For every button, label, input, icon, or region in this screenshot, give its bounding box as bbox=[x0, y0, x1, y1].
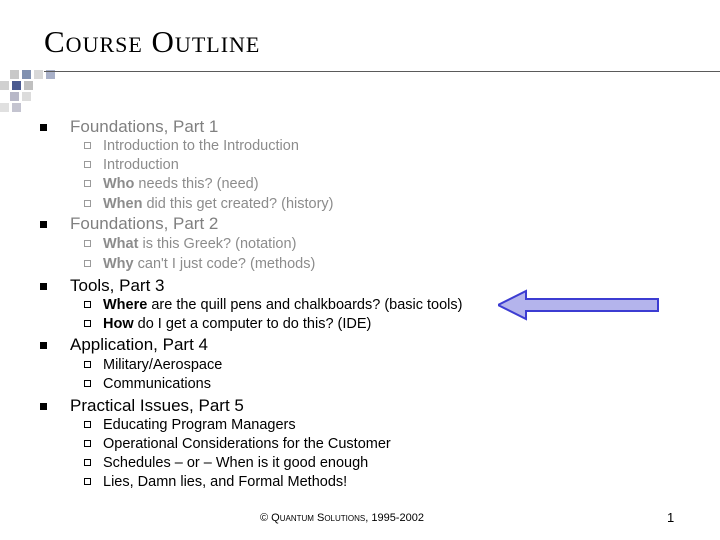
subitem-rest: did this get created? (history) bbox=[142, 196, 334, 212]
subitem-rest: can't I just code? (methods) bbox=[133, 256, 316, 272]
subitem-rest: needs this? (need) bbox=[134, 176, 259, 192]
section-label: Foundations, Part 1 bbox=[70, 117, 219, 136]
subitem-rest: is this Greek? (notation) bbox=[138, 236, 297, 252]
slide-title: Course Outline bbox=[44, 24, 261, 59]
square-bullet-icon bbox=[40, 124, 47, 131]
subitem-text bbox=[103, 236, 296, 253]
square-bullet-icon bbox=[40, 283, 47, 290]
subitem-text bbox=[103, 176, 259, 193]
subitem-text bbox=[103, 196, 333, 213]
hollow-square-bullet-icon bbox=[84, 161, 91, 168]
hollow-square-bullet-icon bbox=[84, 240, 91, 247]
subitem-text bbox=[103, 455, 368, 472]
hollow-square-bullet-icon bbox=[84, 440, 91, 447]
subitem-rest: Introduction to the Introduction bbox=[103, 138, 299, 154]
subitem-rest: Communications bbox=[103, 376, 211, 392]
decorative-squares bbox=[0, 70, 60, 120]
subitem-text bbox=[103, 256, 315, 273]
hollow-square-bullet-icon bbox=[84, 421, 91, 428]
subitem-text bbox=[103, 157, 179, 174]
subitem-keyword: How bbox=[103, 316, 134, 332]
subitem-text bbox=[103, 417, 296, 434]
subitem-text bbox=[103, 316, 371, 333]
hollow-square-bullet-icon bbox=[84, 200, 91, 207]
section-label: Application, Part 4 bbox=[70, 335, 208, 354]
pointer-arrow-icon bbox=[498, 289, 660, 321]
subitem-keyword: What bbox=[103, 236, 139, 252]
subitem-rest: do I get a computer to do this? (IDE) bbox=[133, 316, 372, 332]
page-number: 1 bbox=[667, 510, 675, 525]
square-bullet-icon bbox=[40, 221, 47, 228]
hollow-square-bullet-icon bbox=[84, 142, 91, 149]
subitem-text bbox=[103, 297, 462, 314]
hollow-square-bullet-icon bbox=[84, 301, 91, 308]
hollow-square-bullet-icon bbox=[84, 320, 91, 327]
hollow-square-bullet-icon bbox=[84, 180, 91, 187]
subitem-rest: Introduction bbox=[103, 157, 179, 173]
hollow-square-bullet-icon bbox=[84, 459, 91, 466]
subitem-keyword: Where bbox=[103, 297, 148, 313]
subitem-rest: Schedules – or – When is it good enough bbox=[103, 455, 369, 471]
subitem-text bbox=[103, 138, 299, 155]
title-divider bbox=[44, 71, 720, 72]
subitem-rest: Lies, Damn lies, and Formal Methods! bbox=[103, 474, 348, 490]
section-label: Foundations, Part 2 bbox=[70, 214, 219, 233]
square-bullet-icon bbox=[40, 403, 47, 410]
square-bullet-icon bbox=[40, 342, 47, 349]
subitem-keyword: When bbox=[103, 196, 143, 212]
section-label: Tools, Part 3 bbox=[70, 276, 165, 295]
hollow-square-bullet-icon bbox=[84, 260, 91, 267]
subitem-keyword: Who bbox=[103, 176, 135, 192]
subitem-text bbox=[103, 357, 222, 374]
subitem-keyword: Why bbox=[103, 256, 134, 272]
subitem-text bbox=[103, 376, 211, 393]
subitem-text bbox=[103, 474, 347, 491]
section-label: Practical Issues, Part 5 bbox=[70, 396, 244, 415]
subitem-text bbox=[103, 436, 391, 453]
subitem-rest: Military/Aerospace bbox=[103, 357, 223, 373]
subitem-rest: Operational Considerations for the Customer bbox=[103, 436, 391, 452]
hollow-square-bullet-icon bbox=[84, 361, 91, 368]
hollow-square-bullet-icon bbox=[84, 478, 91, 485]
subitem-rest: Educating Program Managers bbox=[103, 417, 296, 433]
hollow-square-bullet-icon bbox=[84, 380, 91, 387]
footer-copyright: © Quantum Solutions, 1995-2002 bbox=[260, 512, 424, 524]
subitem-rest: are the quill pens and chalkboards? (basic tools) bbox=[147, 297, 463, 313]
